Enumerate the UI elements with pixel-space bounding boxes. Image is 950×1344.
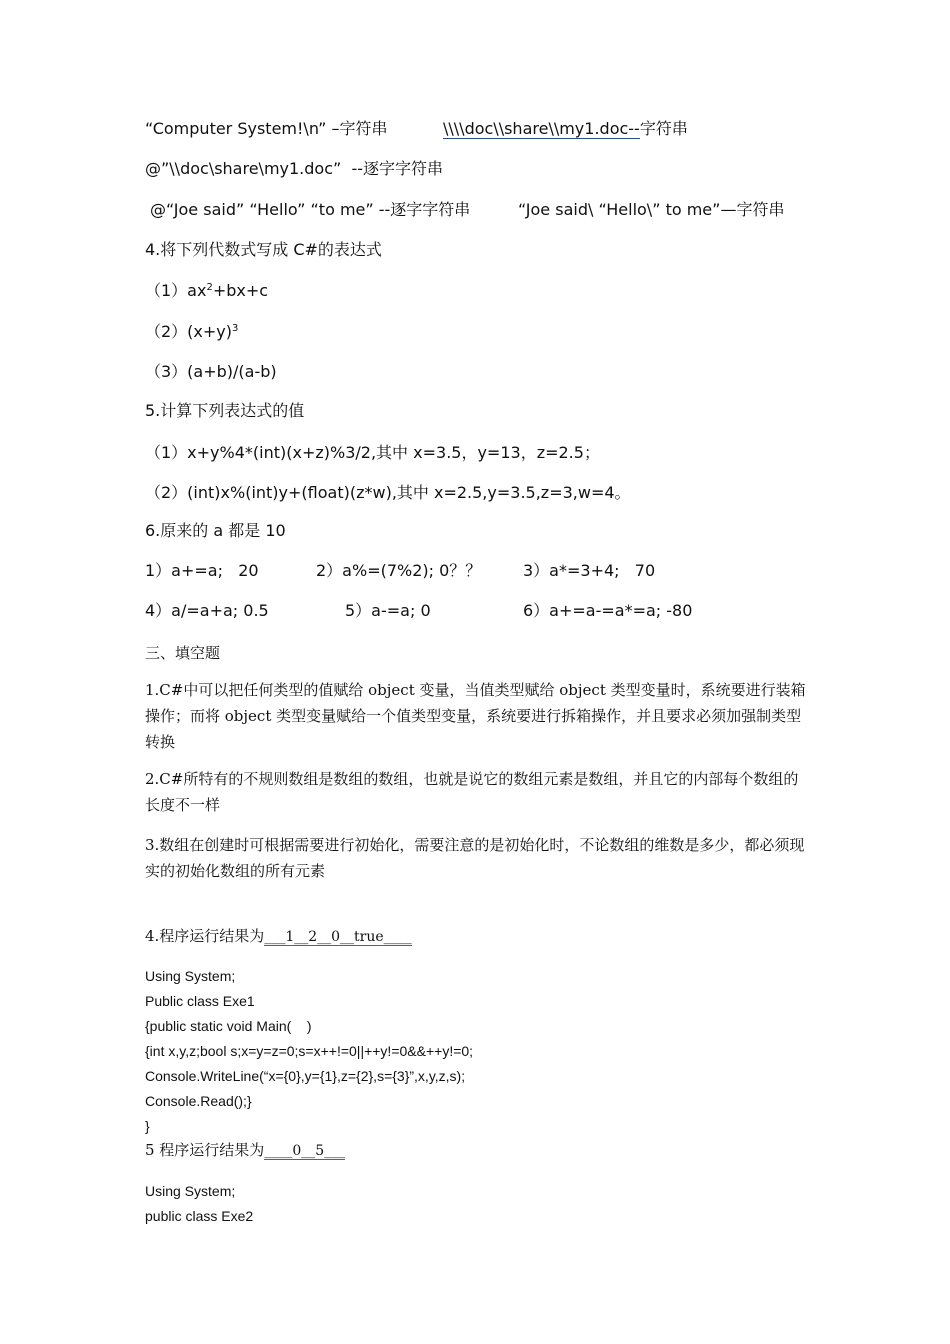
fill-blank-1: 1.C#中可以把任何类型的值赋给 object 变量，当值类型赋给 object 类型变量时，系统要进行装箱操作；而将 object 类型变量赋给一个值类型变量，系统要进行拆箱操作，并且要求必须加强制类型转换	[145, 681, 806, 751]
code-line: Public class Exe1	[145, 993, 255, 1009]
fill-blank-5	[145, 1139, 345, 1160]
question-4-heading: 4.将下列代数式写成 C#的表达式	[145, 240, 382, 259]
fill-blank-3: 3.数组在创建时可根据需要进行初始化，需要注意的是初始化时，不论数组的维数是多少，都必须现实的初始化数组的所有元素	[145, 836, 805, 880]
code-line: Using System;	[145, 1183, 236, 1199]
code-line: }	[145, 1118, 150, 1134]
question-5-item-2: （2）(int)x%(int)y+(float)(z*w),其中 x=2.5,y=3.5,z=3,w=4。	[145, 483, 631, 502]
question-6-item-4: 4）a/=a+a; 0.5	[145, 601, 269, 620]
fill-blank-5-answer: ____0__5___	[264, 1143, 346, 1159]
question-4-item-2	[145, 319, 238, 342]
question-6-heading: 6.原来的 a 都是 10	[145, 521, 286, 540]
fill-blank-4-answer: ___1__2__0__true____	[264, 929, 412, 945]
code-line: {int x,y,z;bool s;x=y=z=0;s=x++!=0||++y!=0&&++y!=0;	[145, 1043, 474, 1059]
question-5-item-1: （1）x+y%4*(int)(x+z)%3/2,其中 x=3.5，y=13，z=2.5；	[145, 443, 600, 462]
verbatim-string-example-1: @”\\doc\share\my1.doc” --逐字字符串	[145, 159, 444, 178]
fill-blank-4-label: 4.程序运行结果为	[145, 927, 265, 945]
code-line: Console.Read();}	[145, 1093, 252, 1109]
code-line: public class Exe2	[145, 1208, 254, 1224]
string-example-escape: “Joe said\ “Hello\” to me”—字符串	[518, 200, 785, 219]
string-example-1: “Computer System!\n” –字符串	[145, 119, 388, 138]
code-line: {public static void Main( )	[145, 1018, 312, 1034]
question-5-heading: 5.计算下列表达式的值	[145, 401, 305, 420]
expr-part: +bx+c	[212, 281, 269, 300]
string-example-path	[443, 116, 688, 139]
fill-blank-5-label: 5 程序运行结果为	[145, 1141, 265, 1159]
fill-blank-4	[145, 925, 412, 946]
code-line: Using System;	[145, 968, 236, 984]
expr-part: （2）(x+y)	[145, 322, 233, 341]
question-6-item-6: 6）a+=a-=a*=a; -80	[523, 601, 693, 620]
superscript: 2	[206, 282, 213, 293]
superscript: 3	[232, 323, 239, 334]
question-6-item-3: 3）a*=3+4; 70	[523, 561, 656, 580]
question-6-item-2: 2）a%=(7%2); 0？？	[316, 561, 482, 580]
question-6-item-1: 1）a+=a; 20	[145, 561, 259, 580]
expr-part: （1）ax	[145, 281, 207, 300]
question-4-item-3: （3）(a+b)/(a-b)	[145, 362, 277, 381]
verbatim-string-example-2: @“Joe said” “Hello” “to me” --逐字字符串	[150, 200, 471, 219]
path-link-text[interactable]: \\\\doc\\share\\my1.doc--	[443, 119, 640, 138]
fill-blank-2: 2.C#所特有的不规则数组是数组的数组，也就是说它的数组元素是数组，并且它的内部每个数组的长度不一样	[145, 770, 799, 814]
question-4-item-1	[145, 278, 268, 301]
question-6-item-5: 5）a-=a; 0	[345, 601, 431, 620]
section-3-heading: 三、填空题	[145, 644, 221, 662]
path-suffix: 字符串	[639, 119, 688, 138]
code-line: Console.WriteLine(“x={0},y={1},z={2},s={3}”,x,y,z,s);	[145, 1068, 466, 1084]
